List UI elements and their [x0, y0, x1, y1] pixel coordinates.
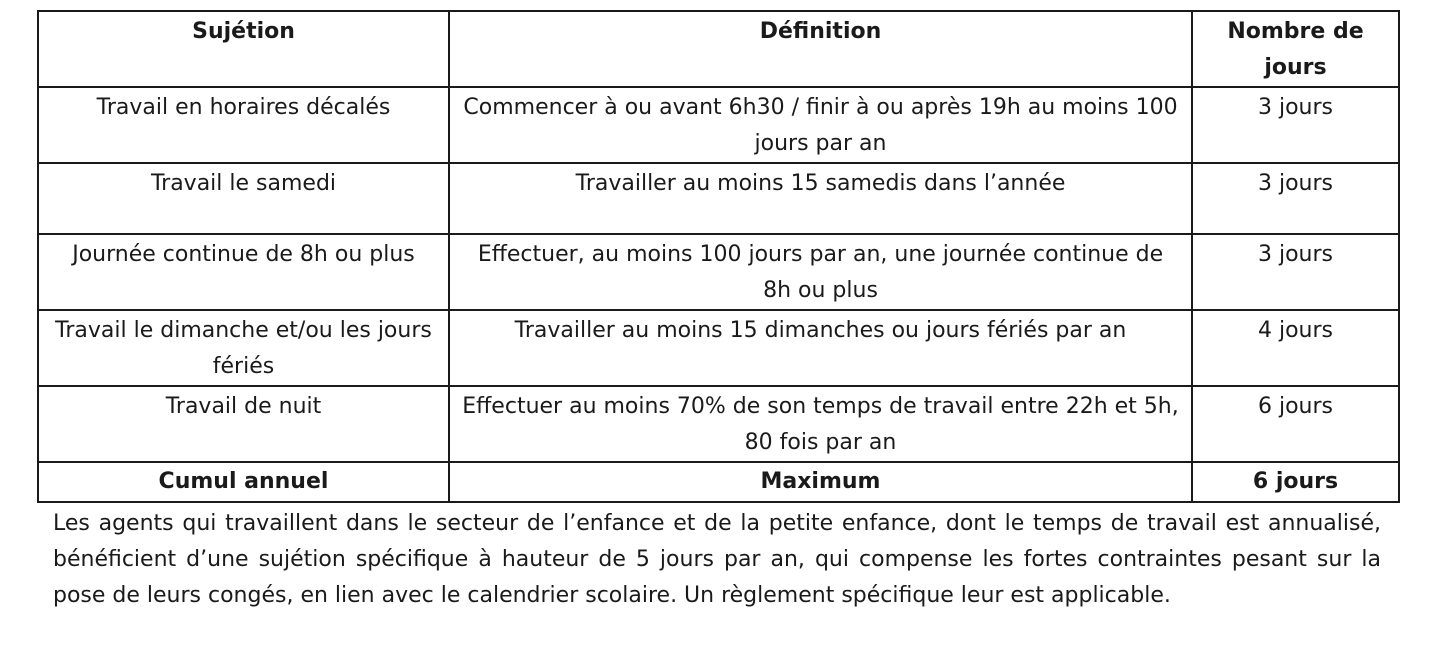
- cell-sujetion: Travail le samedi: [38, 163, 449, 234]
- cell-jours: 4 jours: [1192, 310, 1399, 386]
- table-row: [38, 310, 1399, 386]
- body-paragraph: Les agents qui travaillent dans le secteur de l’enfance et de la petite enfance, dont le temps de travail est annualisé, bénéficient d’une sujétion spécifique à hauteur de 5 jours par an, qui compense les fortes contraintes pesant sur la pose de leurs congés, en lien avec le calendrier scolaire. Un règlement spécifique leur est applicable.: [53, 511, 1381, 608]
- cell-jours: 6 jours: [1192, 386, 1399, 462]
- cell-jours: 3 jours: [1192, 87, 1399, 163]
- total-definition: Maximum: [449, 462, 1192, 502]
- table-total-row: [38, 462, 1399, 502]
- cell-definition: Travailler au moins 15 samedis dans l’année: [449, 163, 1192, 234]
- cell-definition: Travailler au moins 15 dimanches ou jours fériés par an: [449, 310, 1192, 386]
- sujetions-table: [37, 10, 1400, 503]
- cell-definition: Effectuer, au moins 100 jours par an, une journée continue de 8h ou plus: [449, 234, 1192, 310]
- table-row: [38, 163, 1399, 234]
- table-row: [38, 87, 1399, 163]
- header-nombre-de-jours: Nombre de jours: [1192, 11, 1399, 87]
- table-row: [38, 234, 1399, 310]
- cell-definition: Effectuer au moins 70% de son temps de travail entre 22h et 5h, 80 fois par an: [449, 386, 1192, 462]
- header-definition: Définition: [449, 11, 1192, 87]
- cell-jours: 3 jours: [1192, 163, 1399, 234]
- header-sujetion: Sujétion: [38, 11, 449, 87]
- cell-sujetion: Travail de nuit: [38, 386, 449, 462]
- cell-definition: Commencer à ou avant 6h30 / finir à ou après 19h au moins 100 jours par an: [449, 87, 1192, 163]
- table-header-row: [38, 11, 1399, 87]
- cell-sujetion: Travail le dimanche et/ou les jours fériés: [38, 310, 449, 386]
- cell-sujetion: Journée continue de 8h ou plus: [38, 234, 449, 310]
- total-sujetion: Cumul annuel: [38, 462, 449, 502]
- table-row: [38, 386, 1399, 462]
- total-jours: 6 jours: [1192, 462, 1399, 502]
- cell-sujetion: Travail en horaires décalés: [38, 87, 449, 163]
- cell-jours: 3 jours: [1192, 234, 1399, 310]
